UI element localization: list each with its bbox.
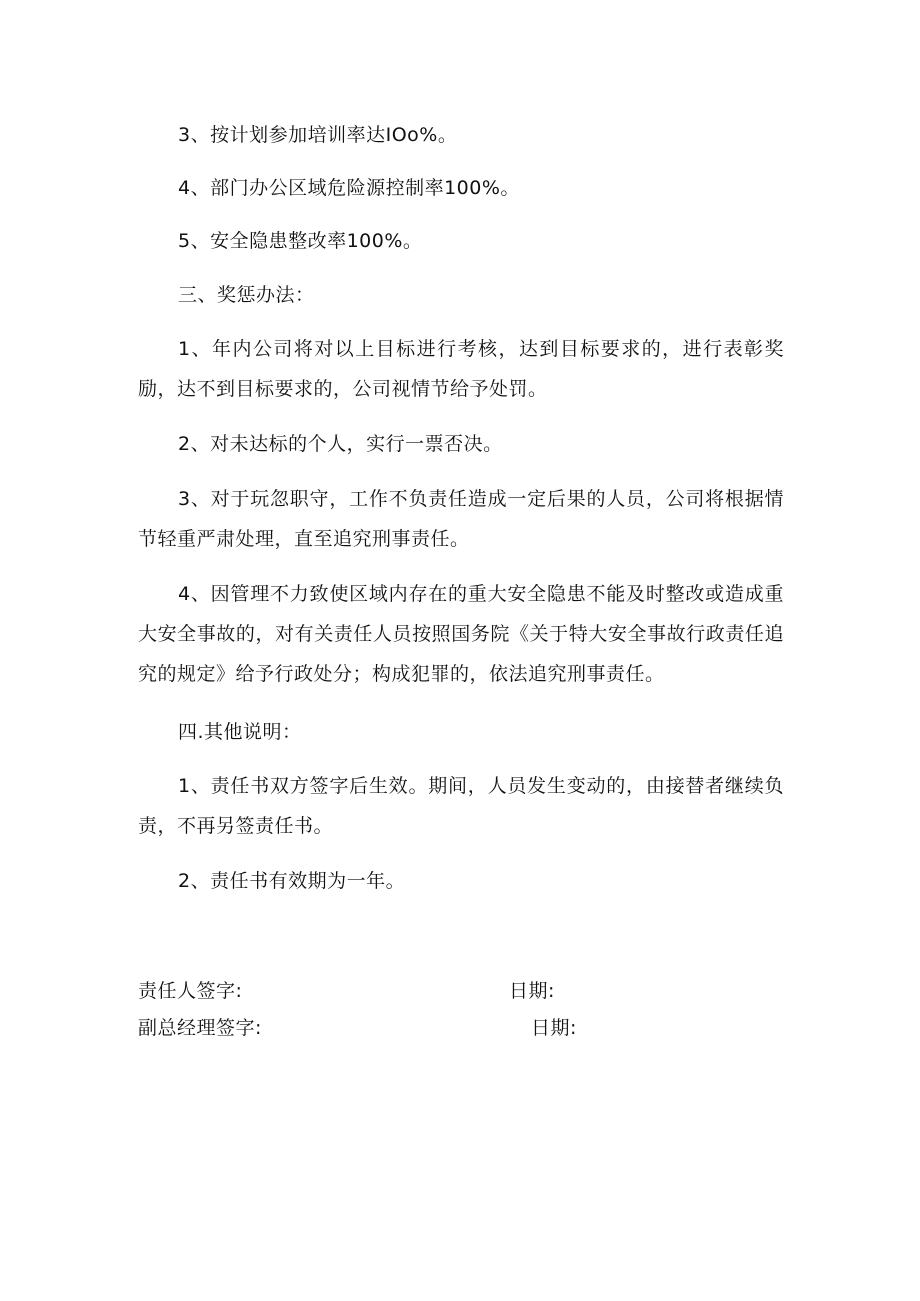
note-item-validity-period: 2、责任书有效期为一年。 [178,870,406,892]
rule-item-management-failure: 4、因管理不力致使区域内存在的重大安全隐患不能及时整改或造成重大安全事故的，对有关责任人员按照国务院《关于特大安全事故行政责任追究的规定》给予行政处分；构成犯罪的，依法追究刑事责任。 [138,583,784,685]
rule-item-annual-assessment: 1、年内公司将对以上目标进行考核，达到目标要求的，进行表彰奖励，达不到目标要求的，公司视情节给予处罚。 [138,338,784,400]
deputy-manager-date-label: 日期: [531,1017,577,1039]
section-heading-other-notes: 四.其他说明： [178,721,302,743]
target-item-rectification-rate: 5、安全隐患整改率100%。 [178,230,423,252]
responsible-signature-label: 责任人签字: [138,980,243,1002]
deputy-manager-signature-label: 副总经理签字: [138,1017,262,1039]
responsible-date-label: 日期: [509,980,555,1002]
section-heading-rewards-penalties: 三、奖惩办法： [178,284,315,306]
rule-item-negligence: 3、对于玩忽职守，工作不负责任造成一定后果的人员，公司将根据情节轻重严肃处理，直至追究刑事责任。 [138,488,784,550]
target-item-hazard-control-rate: 4、部门办公区域危险源控制率100%。 [178,177,520,199]
note-item-effective-on-signing: 1、责任书双方签字后生效。期间，人员发生变动的，由接替者继续负责，不再另签责任书。 [138,775,784,837]
target-item-training-rate: 3、按计划参加培训率达IOo%。 [178,124,458,146]
rule-item-veto: 2、对未达标的个人，实行一票否决。 [178,433,503,455]
